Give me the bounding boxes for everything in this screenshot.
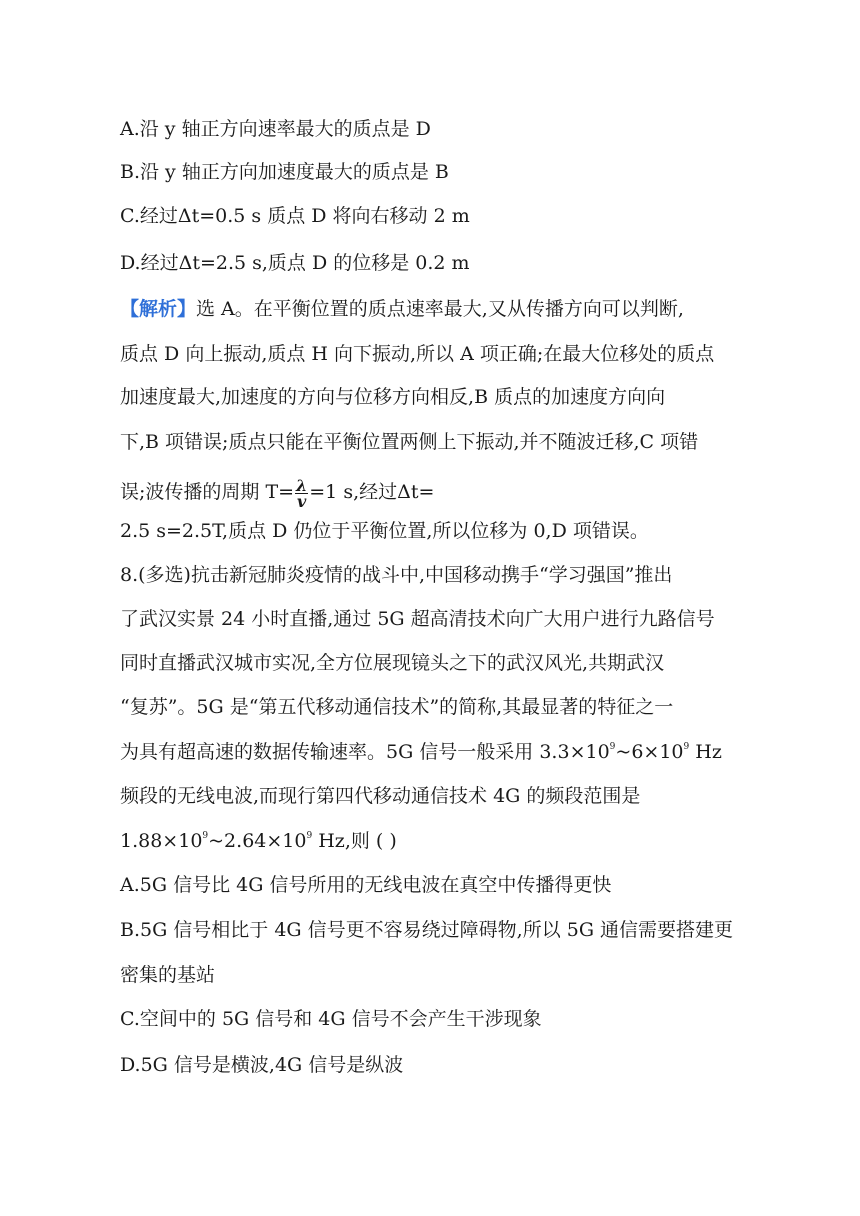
- q8-text-5c: Hz: [689, 741, 722, 763]
- analysis-tag: 【解析】: [120, 298, 197, 320]
- analysis-line-2: 质点 D 向上振动,质点 H 向下振动,所以 A 项正确;在最大位移处的质点: [120, 343, 715, 365]
- analysis-text-5b: =1 s,经过Δt=: [309, 481, 435, 503]
- analysis-line-4: 下,B 项错误;质点只能在平衡位置两侧上下振动,并不随波迁移,C 项错: [120, 431, 699, 453]
- lambda-over-v-fraction: [295, 475, 308, 511]
- analysis-text-1: 选 A。在平衡位置的质点速率最大,又从传播方向可以判断,: [196, 298, 684, 320]
- analysis-text-5a: 误;波传播的周期 T=: [120, 481, 295, 503]
- exponent: 9: [306, 831, 313, 841]
- q7-option-d: D.经过Δt=2.5 s,质点 D 的位移是 0.2 m: [120, 252, 470, 274]
- q8-text-7c: Hz,则 ( ): [312, 830, 397, 852]
- q7-option-a: A.沿 y 轴正方向速率最大的质点是 D: [120, 118, 431, 140]
- q8-option-a: A.5G 信号比 4G 信号所用的无线电波在真空中传播得更快: [120, 874, 612, 896]
- q8-text-7a: 1.88×10: [120, 830, 203, 852]
- exponent: 9: [202, 831, 209, 841]
- q8-text-5a: 为具有超高速的数据传输速率。5G 信号一般采用 3.3×10: [120, 741, 610, 763]
- q8-line-1: 8.(多选)抗击新冠肺炎疫情的战斗中,中国移动携手“学习强国”推出: [120, 564, 673, 586]
- q8-line-7: [120, 829, 397, 853]
- exponent: 9: [683, 742, 690, 752]
- exponent: 9: [609, 742, 616, 752]
- q8-line-6: 频段的无线电波,而现行第四代移动通信技术 4G 的频段范围是: [120, 785, 641, 807]
- fraction-denominator: v: [297, 491, 307, 511]
- q8-line-5: [120, 740, 722, 764]
- fraction-numerator: λ: [296, 475, 308, 495]
- q8-line-4: “复苏”。5G 是“第五代移动通信技术”的简称,其最显著的特征之一: [120, 696, 674, 718]
- q8-option-d: D.5G 信号是横波,4G 信号是纵波: [120, 1054, 404, 1076]
- analysis-line-5: [120, 474, 434, 510]
- analysis-line-1: [120, 297, 684, 321]
- q8-text-5b: ~6×10: [615, 741, 684, 763]
- q8-line-2: 了武汉实景 24 小时直播,通过 5G 超高清技术向广大用户进行九路信号: [120, 608, 715, 630]
- q7-option-c: C.经过Δt=0.5 s 质点 D 将向右移动 2 m: [120, 205, 470, 227]
- analysis-line-3: 加速度最大,加速度的方向与位移方向相反,B 质点的加速度方向向: [120, 386, 666, 408]
- q8-option-c: C.空间中的 5G 信号和 4G 信号不会产生干涉现象: [120, 1008, 542, 1030]
- q7-option-b: B.沿 y 轴正方向加速度最大的质点是 B: [120, 161, 449, 183]
- analysis-line-6: 2.5 s=2.5T,质点 D 仍位于平衡位置,所以位移为 0,D 项错误。: [120, 520, 649, 542]
- q8-line-3: 同时直播武汉城市实况,全方位展现镜头之下的武汉风光,共期武汉: [120, 652, 665, 674]
- q8-option-b-line-1: B.5G 信号相比于 4G 信号更不容易绕过障碍物,所以 5G 通信需要搭建更: [120, 919, 734, 941]
- q8-text-7b: ~2.64×10: [208, 830, 307, 852]
- q8-option-b-line-2: 密集的基站: [120, 964, 216, 986]
